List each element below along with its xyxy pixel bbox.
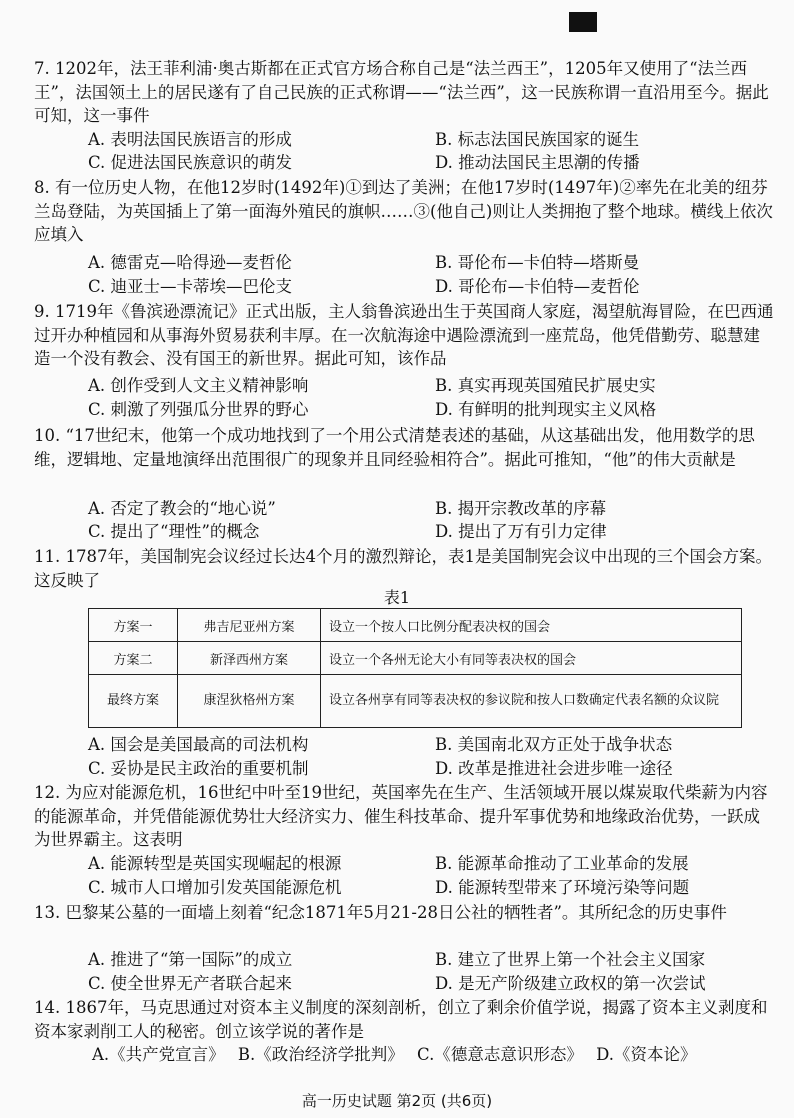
q13-option-b: B. 建立了世界上第一个社会主义国家 xyxy=(435,950,706,969)
q10-option-c: C. 提出了“理性”的概念 xyxy=(88,522,260,541)
question-13-options-row-2 xyxy=(88,972,768,995)
question-12-stem: 12. 为应对能源危机，16世纪中叶至19世纪，英国率先在生产、生活领域开展以煤炭取代柴薪为内容的能源革命，并凭借能源优势壮大经济实力、催生科技革命、提升军事优势和地缘政治优势，一跃成为世界霸主。这表明 xyxy=(34,783,768,849)
question-13-stem: 13. 巴黎某公墓的一面墙上刻着“纪念1871年5月21-28日公社的牺牲者”。其所纪念的历史事件 xyxy=(34,903,727,922)
q7-option-d: D. 推动法国民主思潮的传播 xyxy=(435,153,640,172)
q7-option-a: A. 表明法国民族语言的形成 xyxy=(88,130,292,149)
question-11-stem: 11. 1787年，美国制宪会议经过长达4个月的激烈辩论，表1是美国制宪会议中出现的三个国会方案。这反映了 xyxy=(34,547,772,590)
table-row xyxy=(89,642,742,675)
table-row xyxy=(89,609,742,642)
q12-option-c: C. 城市人口增加引发英国能源危机 xyxy=(88,878,342,897)
q14-option-c: C.《德意志意识形态》 xyxy=(417,1045,583,1064)
question-7-options-row-1 xyxy=(88,128,768,151)
q13-option-d: D. 是无产阶级建立政权的第一次尝试 xyxy=(435,974,706,993)
q8-option-b: B. 哥伦布—卡伯特—塔斯曼 xyxy=(435,253,640,272)
q9-option-a: A. 创作受到人文主义精神影响 xyxy=(88,376,309,395)
q8-option-d: D. 哥伦布—卡伯特—麦哲伦 xyxy=(435,277,640,296)
question-7-stem: 7. 1202年，法王菲利浦·奥古斯都在正式官方场合称自己是“法兰西王”，1205年又使用了“法兰西王”，法国领土上的居民遂有了自己民族的正式称谓——“法兰西”，这一民族称谓一直沿用至今。据此可知，这一事件 xyxy=(34,59,769,125)
q14-option-a: A.《共产党宣言》 xyxy=(92,1045,225,1064)
q10-option-b: B. 揭开宗教改革的序幕 xyxy=(435,499,607,518)
q10-option-d: D. 提出了万有引力定律 xyxy=(435,522,607,541)
question-12-options-row-2 xyxy=(88,876,768,899)
question-8-options-row-2 xyxy=(88,275,768,298)
q12-option-b: B. 能源革命推动了工业革命的发展 xyxy=(435,854,689,873)
q11-option-a: A. 国会是美国最高的司法机构 xyxy=(88,735,309,754)
table-cell: 方案一 xyxy=(89,609,178,642)
q12-option-a: A. 能源转型是英国实现崛起的根源 xyxy=(88,854,342,873)
question-8-options-row-1 xyxy=(88,251,768,274)
table-1 xyxy=(88,608,742,728)
question-9-options-row-1 xyxy=(88,374,768,397)
table-cell: 设立一个各州无论大小有同等表决权的国会 xyxy=(321,642,742,675)
table-cell: 弗吉尼亚州方案 xyxy=(178,609,321,642)
q10-option-a: A. 否定了教会的“地心说” xyxy=(88,499,276,518)
q11-option-b: B. 美国南北双方正处于战争状态 xyxy=(435,735,673,754)
question-9-stem: 9. 1719年《鲁滨逊漂流记》正式出版，主人翁鲁滨逊出生于英国商人家庭，渴望航海冒险，在巴西通过开办种植园和从事海外贸易获利丰厚。在一次航海途中遇险漂流到一座荒岛，他凭借勤劳、聪慧建造一个没有教会、没有国王的新世界。据此可知，该作品 xyxy=(34,302,774,368)
q12-option-d: D. 能源转型带来了环境污染等问题 xyxy=(435,878,690,897)
q14-option-b: B.《政治经济学批判》 xyxy=(237,1045,404,1064)
table-cell: 设立一个按人口比例分配表决权的国会 xyxy=(321,609,742,642)
q13-option-c: C. 使全世界无产者联合起来 xyxy=(88,974,293,993)
q8-option-c: C. 迪亚士—卡蒂埃—巴伦支 xyxy=(88,277,293,296)
q8-option-a: A. 德雷克—哈得逊—麦哲伦 xyxy=(88,253,292,272)
question-14-options xyxy=(92,1043,772,1066)
q7-option-b: B. 标志法国民族国家的诞生 xyxy=(435,130,640,149)
table-row xyxy=(89,675,742,728)
q13-option-a: A. 推进了“第一国际”的成立 xyxy=(88,950,293,969)
q7-option-c: C. 促进法国民族意识的萌发 xyxy=(88,153,293,172)
question-10-options-row-1 xyxy=(88,497,768,520)
question-11-options-row-2 xyxy=(88,757,768,780)
q14-option-d: D.《资本论》 xyxy=(596,1045,697,1064)
table-cell: 新泽西州方案 xyxy=(178,642,321,675)
question-8-stem: 8. 有一位历史人物，在他12岁时(1492年)①到达了美洲；在他17岁时(1497年)②率先在北美的纽芬兰岛登陆，为英国插上了第一面海外殖民的旗帜……③(他自己)则让人类拥抱了整个地球。横线上依次应填入 xyxy=(34,178,773,244)
question-7-options-row-2 xyxy=(88,151,768,174)
q11-option-d: D. 改革是推进社会进步唯一途径 xyxy=(435,759,673,778)
q9-option-c: C. 刺激了列强瓜分世界的野心 xyxy=(88,400,309,419)
question-11-options-row-1 xyxy=(88,733,768,756)
printer-mark xyxy=(569,12,597,32)
q11-option-c: C. 妥协是民主政治的重要机制 xyxy=(88,759,309,778)
q9-option-b: B. 真实再现英国殖民扩展史实 xyxy=(435,376,656,395)
table-cell: 方案二 xyxy=(89,642,178,675)
page-footer: 高一历史试题 第2页 (共6页) xyxy=(301,1092,493,1110)
question-10-stem: 10. “17世纪末，他第一个成功地找到了一个用公式清楚表述的基础，从这基础出发，他用数学的思维，逻辑地、定量地演绎出范围很广的现象并且同经验相符合”。据此可推知，“他”的伟大贡献是 xyxy=(34,426,755,469)
table-cell: 康涅狄格州方案 xyxy=(178,675,321,728)
question-14-stem: 14. 1867年，马克思通过对资本主义制度的深刻剖析，创立了剩余价值学说，揭露了资本主义剥度和资本家剥削工人的秘密。创立该学说的著作是 xyxy=(34,998,768,1041)
q9-option-d: D. 有鲜明的批判现实主义风格 xyxy=(435,400,657,419)
question-13-options-row-1 xyxy=(88,948,768,971)
table-cell: 最终方案 xyxy=(89,675,178,728)
question-12-options-row-1 xyxy=(88,852,768,875)
table-1-title: 表1 xyxy=(383,588,411,607)
question-9-options-row-2 xyxy=(88,398,768,421)
question-10-options-row-2 xyxy=(88,520,768,543)
table-cell: 设立各州享有同等表决权的参议院和按人口数确定代表名额的众议院 xyxy=(321,675,742,728)
